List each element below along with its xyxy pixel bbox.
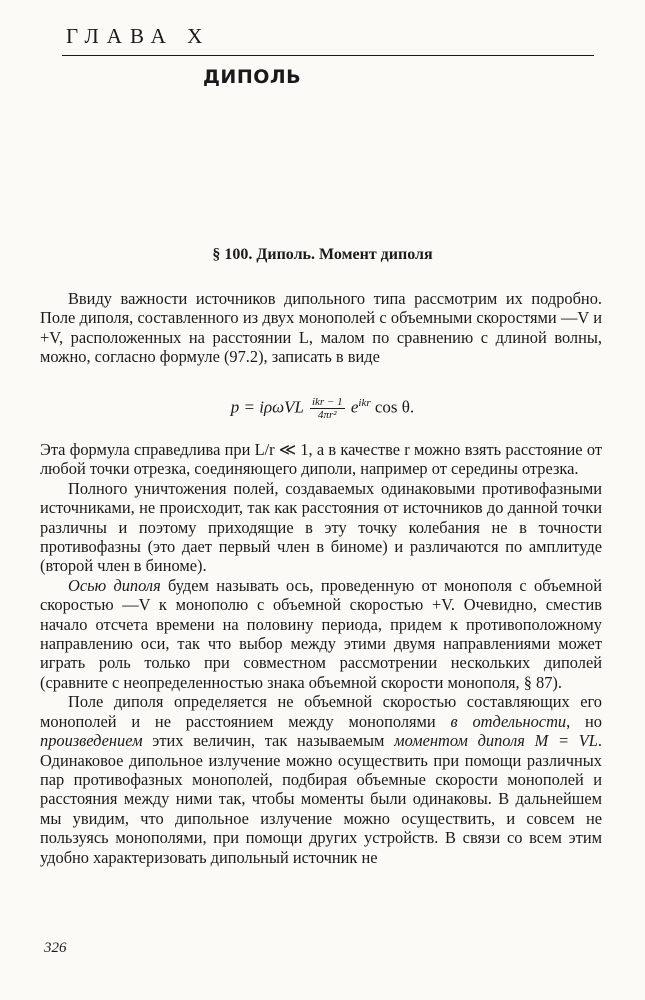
chapter-label: ГЛАВА X — [66, 24, 211, 48]
chapter-title: ДИПОЛЬ — [203, 66, 302, 88]
paragraph-3: Полного уничтожения полей, создаваемых одинаковыми противофазными источниками, не происходит, так как расстояния от источников до данной точки различны и поэтому приходящие в эту точку колебания не в точности противофазны (это дает первый член в биноме) и различаются по амплитуде (второй член в биноме). — [40, 478, 602, 576]
paragraph-5-part3: этих величин, так называемым — [142, 731, 395, 751]
paragraph-5-part2: , но — [566, 711, 603, 731]
body-text — [40, 440, 602, 867]
emphasis-separately: в отдельности — [450, 711, 567, 731]
paragraph-5-part4: . Одинаковое дипольное излучение можно осуществить при помощи различных пар противофазных монополей, подбирая объемные скорости монополей и расстояния между ними так, чтобы моменты были одинаковы. В дальнейшем мы увидим, что дипольное излучение можно осуществить, и совсем не пользуясь монополями, при помощи других устройств. В связи со всем этим удобно характеризовать дипольный источник не — [40, 731, 603, 867]
formula-exp-base: e — [350, 397, 359, 417]
dipole-formula — [0, 396, 645, 421]
page-number: 326 — [44, 940, 67, 956]
section-heading: § 100. Диполь. Момент диполя — [212, 246, 433, 263]
paragraph-5-part1: Поле диполя определяется не объемной скоростью составляющих его монополей и не расстоянием между монополями — [40, 692, 602, 731]
formula-fraction — [310, 396, 345, 421]
header-rule — [62, 55, 594, 56]
paragraph-1: Ввиду важности источников дипольного типа рассмотрим их подробно. Поле диполя, составленного из двух монополей с объемными скоростями —V и +V, расположенных на расстоянии L, малом по сравнению с длиной волны, можно, согласно формуле (97.2), записать в виде — [40, 289, 602, 367]
paragraph-2: Эта формула справедлива при L/r ≪ 1, а в качестве r можно взять расстояние от любой точки отрезка, соединяющего диполи, например от середины отрезка. — [40, 440, 602, 479]
formula-lhs: p = iρωVL — [230, 397, 304, 417]
formula-cos: cos θ. — [374, 397, 415, 417]
formula-exponent: ikr — [358, 396, 371, 409]
emphasis-product: произведением — [40, 731, 143, 751]
formula-numerator: ikr − 1 — [311, 396, 343, 408]
paragraph-5 — [40, 692, 602, 867]
formula-denominator: 4πr² — [317, 409, 337, 421]
paragraph-4 — [40, 576, 602, 692]
dipole-axis-term: Осью диполя — [68, 575, 161, 595]
emphasis-dipole-moment: моментом диполя M = VL — [394, 731, 598, 751]
paragraph-intro — [40, 289, 602, 367]
paragraph-4-text: будем называть ось, проведенную от монополя с объемной скоростью —V к монополю с объемной скоростью +V. Очевидно, сместив начало отсчета времени на половину периода, придем к противоположному направлению оси, так что выбор между этими двумя направлениями может играть роль только при совместном рассмотрении нескольких диполей (сравните с неопределенностью знака объемной скорости монополя, § 87). — [40, 575, 602, 692]
